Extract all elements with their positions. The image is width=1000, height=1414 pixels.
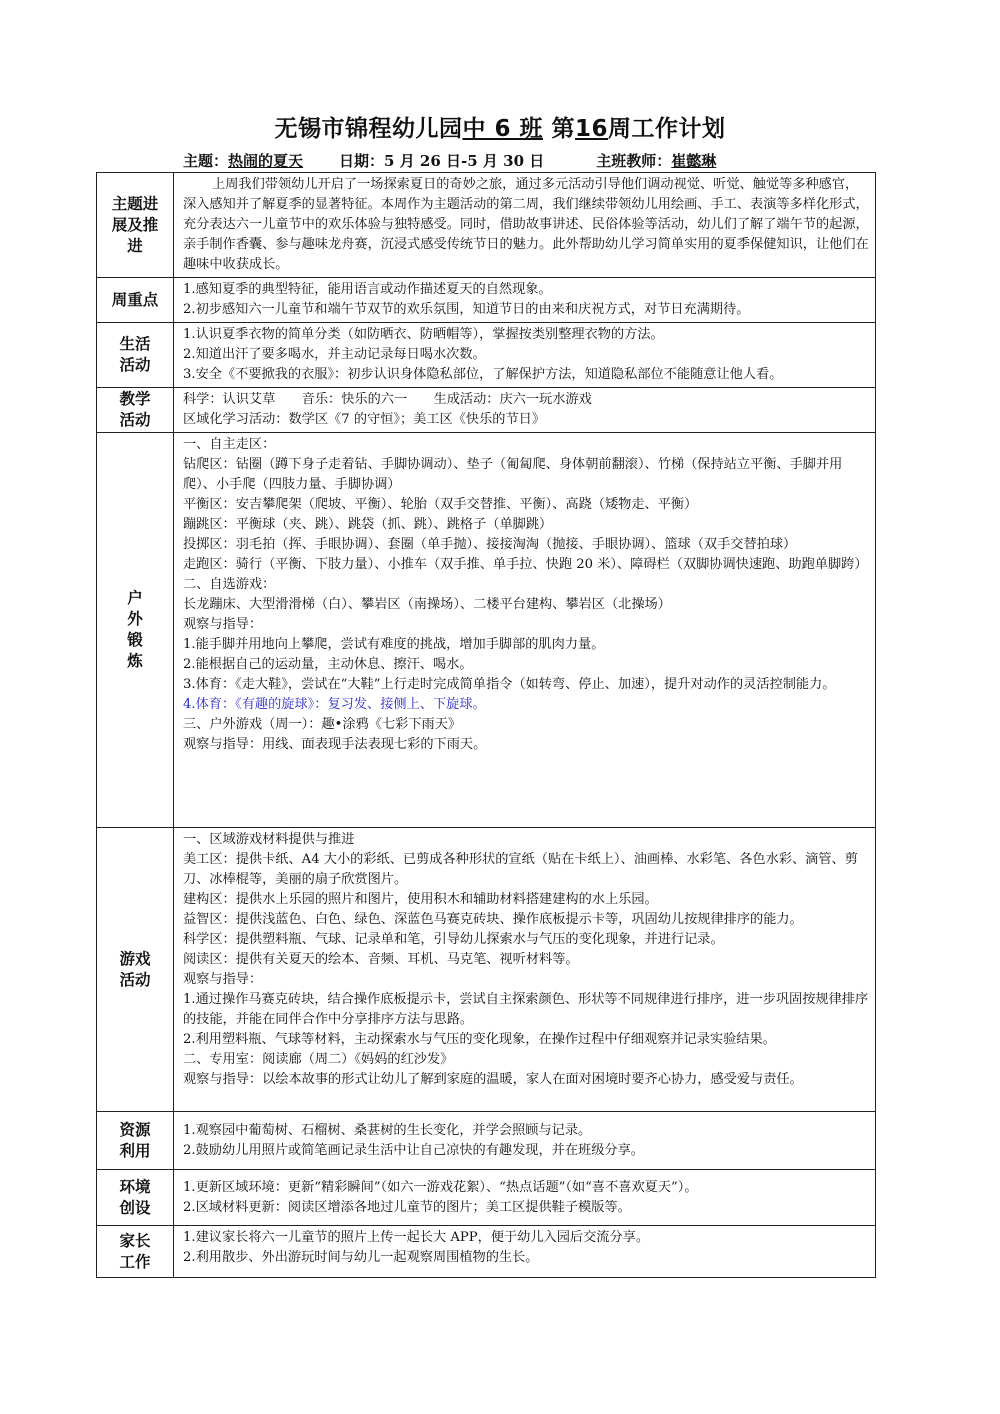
outdoor-line: 1.能手脚并用地向上攀爬，尝试有难度的挑战，增加手脚部的肌肉力量。 [183,637,605,652]
date-label: 日期： [339,152,385,170]
theme-label: 主题： [183,152,229,170]
outdoor-line: 钻爬区：钻圈（蹲下身子走着钻、手脚协调动）、垫子（匍匐爬、身体朝前翻滚）、竹梯（保持站立平衡、手脚并用爬）、小手爬（四肢力量、手脚协调） [183,457,843,492]
label-line: 活动 [119,411,151,429]
games-line: 益智区：提供浅蓝色、白色、绿色、深蓝色马赛克砖块、操作底板提示卡等，巩固幼儿按规律排序的能力。 [183,912,803,927]
row-progress [97,173,876,278]
outdoor-line: 2.能根据自己的运动量，主动休息、擦汗、喝水。 [183,657,473,672]
row-label-games [97,828,174,1112]
outdoor-line: 投掷区：羽毛拍（挥、手眼协调）、套圈（单手抛）、接接淘淘（抛接、手眼协调）、篮球（双手交替拍球） [183,537,797,552]
games-line: 二、专用室：阅读廊（周二）《妈妈的红沙发》 [183,1052,454,1067]
label-char: 户 [127,589,143,607]
label-line: 展及推 [111,215,159,234]
outdoor-line: 长龙蹦床、大型滑滑梯（白）、攀岩区（南操场）、二楼平台建构、攀岩区（北操场） [183,597,671,612]
week-prefix: 第 [551,116,576,142]
focus-item: 1.感知夏季的典型特征，能用语言或动作描述夏天的自然现象。 [183,282,552,297]
label-line: 进 [127,236,143,255]
label-line: 创设 [119,1198,151,1217]
focus-content [174,278,876,323]
label-line: 家长 [119,1231,151,1250]
games-line: 美工区：提供卡纸、A4 大小的彩纸、已剪成各种形状的宣纸（贴在卡纸上）、油画棒、水彩笔、各色水彩、滴管、剪刀、冰棒棍等，美丽的扇子欣赏图片。 [183,852,858,887]
teacher-label: 主班教师： [596,152,672,170]
class-name: 中 6 班 [462,116,543,142]
outdoor-line: 一、自主走区： [183,437,276,452]
progress-content [174,173,876,278]
environment-item: 2.区域材料更新：阅读区增添各地过儿童节的图片；美工区提供鞋子模版等。 [183,1199,631,1215]
outdoor-line: 蹦跳区：平衡球（夹、跳）、跳袋（抓、跳）、跳格子（单脚跳） [183,517,553,532]
games-line: 1.通过操作马赛克砖块，结合操作底板提示卡，尝试自主探索颜色、形状等不同规律进行排序，进一步巩固按规律排序的技能，并能在同伴合作中分享排序方法与思路。 [183,992,869,1027]
row-label-resources [97,1112,174,1170]
row-label-parents [97,1226,174,1278]
school-name: 无锡市锦程幼儿园 [274,116,463,142]
focus-item: 2.初步感知六一儿童节和端午节双节的欢乐氛围，知道节日的由来和庆祝方式，对节日充满期待。 [183,302,750,317]
theme-value: 热闹的夏天 [228,152,304,170]
row-life [97,323,876,388]
label-char: 炼 [127,652,143,670]
label-line: 教学 [119,390,151,408]
plan-info-line [183,150,863,171]
label-line: 工作 [119,1252,151,1271]
games-line: 阅读区：提供有关夏天的绘本、音频、耳机、马克笔、视听材料等。 [183,952,579,967]
row-label-life [97,323,174,388]
row-environment [97,1170,876,1226]
date-value: 5 月 26 日-5 月 30 日 [384,152,545,170]
teaching-item: 科学：认识艾草 音乐：快乐的六一 生成活动：庆六一玩水游戏 [183,392,592,407]
outdoor-line: 观察与指导： [183,617,263,632]
label-line: 环境 [119,1177,151,1196]
label-char: 锻 [127,631,143,649]
parents-content [174,1226,876,1278]
life-item: 3.安全《不要掀我的衣服》：初步认识身体隐私部位，了解保护方法，知道隐私部位不能随意让他人看。 [183,367,783,382]
outdoor-content [174,433,876,828]
row-resources [97,1112,876,1170]
row-label-teaching [97,388,174,433]
title-suffix: 周工作计划 [608,116,726,142]
parents-item: 2.利用散步、外出游玩时间与幼儿一起观察周围植物的生长。 [183,1250,539,1265]
label-line: 活动 [119,970,151,989]
label-line: 活动 [119,356,151,374]
row-label-outdoor [97,433,174,828]
outdoor-line: 走跑区：骑行（平衡、下肢力量）、小推车（双手推、单手拉、快跑 20 米）、障碍栏（双脚协调快速跑、助跑单脚跨） [183,557,868,572]
environment-item: 1.更新区域环境：更新“精彩瞬间”（如六一游戏花絮）、“热点话题”（如“喜不喜欢夏天”）。 [183,1179,698,1195]
outdoor-line: 二、自选游戏： [183,577,276,592]
outdoor-line: 平衡区：安吉攀爬架（爬坡、平衡）、轮胎（双手交替推、平衡）、高跷（矮物走、平衡） [183,497,698,512]
label-line: 生活 [119,335,151,353]
games-line: 2.利用塑料瓶、气球等材料，主动探索水与气压的变化现象，在操作过程中仔细观察并记录实验结果。 [183,1032,776,1047]
teacher-value: 崔懿琳 [671,152,717,170]
row-games [97,828,876,1112]
weekly-plan-table [96,172,876,1278]
outdoor-line: 三、户外游戏（周一）：趣•涂鸦《七彩下雨天》 [183,717,462,732]
page-title [0,110,1000,143]
games-line: 观察与指导：以绘本故事的形式让幼儿了解到家庭的温暖，家人在面对困境时要齐心协力，感受爱与责任。 [183,1072,803,1087]
label-line: 主题进 [111,194,159,213]
row-label-environment [97,1170,174,1226]
label-line: 资源 [119,1120,151,1139]
row-parents [97,1226,876,1278]
teaching-item: 区域化学习活动：数学区《7 的守恒》；美工区《快乐的节日》 [183,412,546,427]
label-line: 周重点 [111,290,159,309]
life-item: 2.知道出汗了要多喝水，并主动记录每日喝水次数。 [183,347,486,362]
outdoor-line: 3.体育：《走大鞋》，尝试在“大鞋”上行走时完成简单指令（如转弯、停止、加速），提升对动作的灵活控制能力。 [183,677,836,692]
row-outdoor [97,433,876,828]
row-label-progress [97,173,174,278]
games-content [174,828,876,1112]
teaching-content [174,388,876,433]
life-content [174,323,876,388]
life-item: 1.认识夏季衣物的简单分类（如防晒衣、防晒帽等），掌握按类别整理衣物的方法。 [183,327,664,342]
resources-content [174,1112,876,1170]
outdoor-line: 观察与指导：用线、面表现手法表现七彩的下雨天。 [183,737,487,752]
outdoor-line-highlight: 4.体育：《有趣的旋球》：复习发、接侧上、下旋球。 [183,697,486,712]
games-line: 建构区：提供水上乐园的照片和图片，使用积木和辅助材料搭建建构的水上乐园。 [183,892,658,907]
games-line: 观察与指导： [183,972,263,987]
week-number: 16 [575,116,609,142]
games-line: 一、区域游戏材料提供与推进 [183,832,355,847]
resources-item: 1.观察园中葡萄树、石榴树、桑葚树的生长变化，并学会照顾与记录。 [183,1122,592,1138]
row-teaching [97,388,876,433]
progress-text: 上周我们带领幼儿开启了一场探索夏日的奇妙之旅，通过多元活动引导他们调动视觉、听觉、触觉等多种感官，深入感知并了解夏季的显著特征。本周作为主题活动的第二周，我们继续带领幼儿用绘画、手工、表演等多样化形式，充分表达六一儿童节中的欢乐体验与独特感受。同时，借助故事讲述、民俗体验等活动，幼儿们了解了端午节的起源，亲手制作香囊、参与趣味龙舟赛，沉浸式感受传统节日的魅力。此外帮助幼儿学习简单实用的夏季保健知识，让他们在趣味中收获成长。 [183,177,869,272]
row-focus [97,278,876,323]
games-line: 科学区：提供塑料瓶、气球、记录单和笔，引导幼儿探索水与气压的变化现象，并进行记录。 [183,932,724,947]
label-line: 游戏 [119,949,151,968]
environment-content [174,1170,876,1226]
parents-item: 1.建议家长将六一儿童节的照片上传一起长大 APP，便于幼儿入园后交流分享。 [183,1230,650,1245]
row-label-focus [97,278,174,323]
label-char: 外 [127,610,143,628]
label-line: 利用 [119,1141,151,1160]
resources-item: 2.鼓励幼儿用照片或简笔画记录生活中让自己凉快的有趣发现，并在班级分享。 [183,1142,644,1158]
